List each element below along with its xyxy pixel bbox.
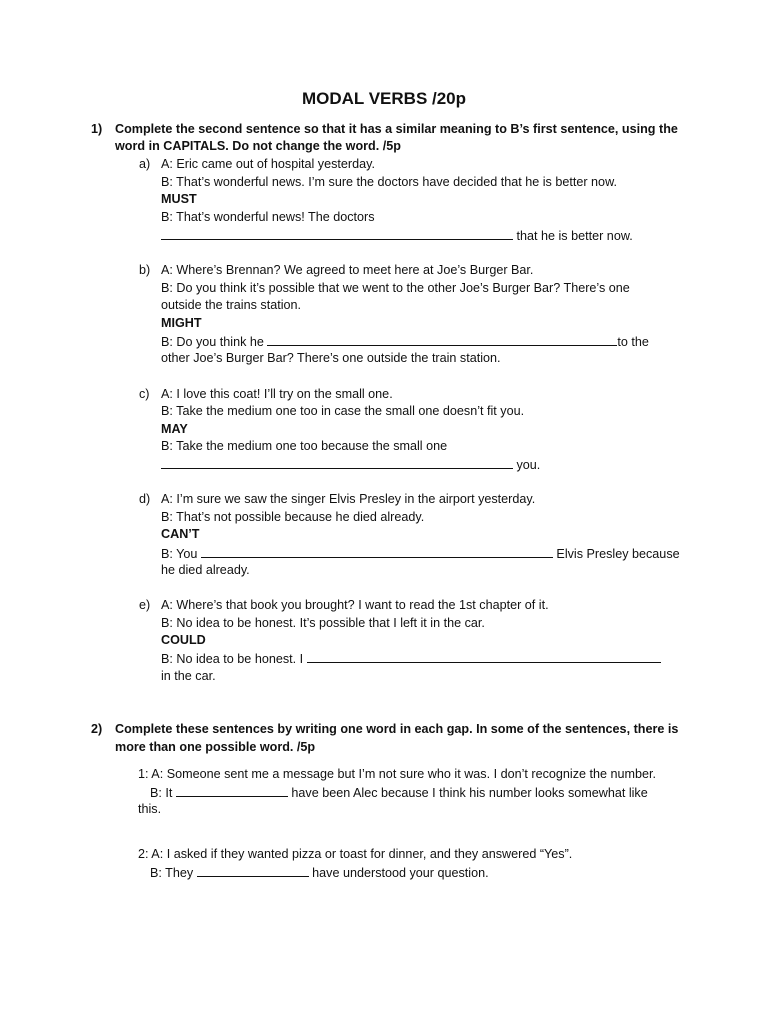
s2-item-1-b-start: B: It — [150, 786, 173, 800]
s2-item-1-continuation: this. — [138, 802, 162, 816]
item-a-line-end: that he is better now. — [516, 229, 633, 243]
answer-blank[interactable] — [161, 456, 513, 469]
item-b-line-end: to the — [617, 335, 649, 349]
item-d-capital-word: CAN’T — [161, 527, 200, 541]
section-2-number: 2) — [91, 722, 103, 736]
answer-blank[interactable] — [307, 650, 661, 663]
answer-blank[interactable] — [201, 545, 553, 558]
item-b-capital-word: MIGHT — [161, 316, 202, 330]
item-d-line-a: A: I’m sure we saw the singer Elvis Presley in the airport yesterday. — [161, 492, 536, 506]
item-b-line-a: A: Where’s Brennan? We agreed to meet here at Joe’s Burger Bar. — [161, 263, 534, 277]
s2-item-2-b-start: B: They — [150, 866, 194, 880]
item-e-continuation: in the car. — [161, 669, 216, 683]
page-title: MODAL VERBS /20p — [301, 89, 467, 108]
item-e-line-b2: B: No idea to be honest. I — [161, 652, 304, 666]
section-1-instruction-line-2: word in CAPITALS. Do not change the word. /5p — [115, 139, 401, 153]
item-d-line-end: Elvis Presley because — [556, 547, 680, 561]
section-1-instruction-line-1: Complete the second sentence so that it has a similar meaning to B’s first sentence, using the — [115, 122, 678, 136]
item-d-answer-line — [161, 545, 680, 564]
item-b-answer-line — [161, 333, 649, 352]
s2-item-1-answer-line — [150, 784, 648, 803]
item-a-answer-line — [161, 227, 633, 246]
item-b-line-b1-2: outside the trains station. — [161, 298, 302, 312]
item-a-label: a) — [139, 157, 151, 171]
item-a-capital-word: MUST — [161, 192, 197, 206]
answer-blank[interactable] — [176, 784, 288, 797]
answer-blank[interactable] — [267, 333, 617, 346]
item-a-line-b1: B: That’s wonderful news. I’m sure the doctors have decided that he is better now. — [161, 175, 617, 189]
item-c-line-end: you. — [516, 458, 541, 472]
item-d-line-b1: B: That’s not possible because he died already. — [161, 510, 425, 524]
item-c-line-b2: B: Take the medium one too because the small one — [161, 439, 448, 453]
item-d-label: d) — [139, 492, 151, 506]
answer-blank[interactable] — [161, 227, 513, 240]
s2-item-1-b-end: have been Alec because I think his number looks somewhat like — [291, 786, 648, 800]
item-e-capital-word: COULD — [161, 633, 206, 647]
item-b-continuation: other Joe’s Burger Bar? There’s one outside the train station. — [161, 351, 501, 365]
item-e-line-a: A: Where’s that book you brought? I want to read the 1st chapter of it. — [161, 598, 549, 612]
item-c-capital-word: MAY — [161, 422, 188, 436]
item-e-answer-line — [161, 650, 661, 669]
item-b-line-b2: B: Do you think he — [161, 335, 264, 349]
s2-item-2-b-end: have understood your question. — [312, 866, 489, 880]
s2-item-2-answer-line — [150, 864, 489, 883]
section-2-instruction-line-2: more than one possible word. /5p — [115, 740, 316, 754]
s2-item-1-line-a: 1: A: Someone sent me a message but I’m not sure who it was. I don’t recognize the number. — [138, 767, 657, 781]
section-1-number: 1) — [91, 122, 103, 136]
item-a-line-b2: B: That’s wonderful news! The doctors — [161, 210, 375, 224]
item-c-line-b1: B: Take the medium one too in case the small one doesn’t fit you. — [161, 404, 525, 418]
item-e-label: e) — [139, 598, 151, 612]
s2-item-2-line-a: 2: A: I asked if they wanted pizza or toast for dinner, and they answered “Yes”. — [138, 847, 573, 861]
answer-blank[interactable] — [197, 864, 309, 877]
item-d-continuation: he died already. — [161, 563, 250, 577]
item-c-line-a: A: I love this coat! I’ll try on the small one. — [161, 387, 393, 401]
item-b-line-b1-1: B: Do you think it’s possible that we went to the other Joe’s Burger Bar? There’s one — [161, 281, 630, 295]
item-d-line-b2: B: You — [161, 547, 198, 561]
item-e-line-b1: B: No idea to be honest. It’s possible that I left it in the car. — [161, 616, 485, 630]
item-c-label: c) — [139, 387, 150, 401]
item-b-label: b) — [139, 263, 151, 277]
item-a-line-a: A: Eric came out of hospital yesterday. — [161, 157, 375, 171]
section-2-instruction-line-1: Complete these sentences by writing one word in each gap. In some of the sentences, there is — [115, 722, 679, 736]
item-c-answer-line — [161, 456, 540, 475]
